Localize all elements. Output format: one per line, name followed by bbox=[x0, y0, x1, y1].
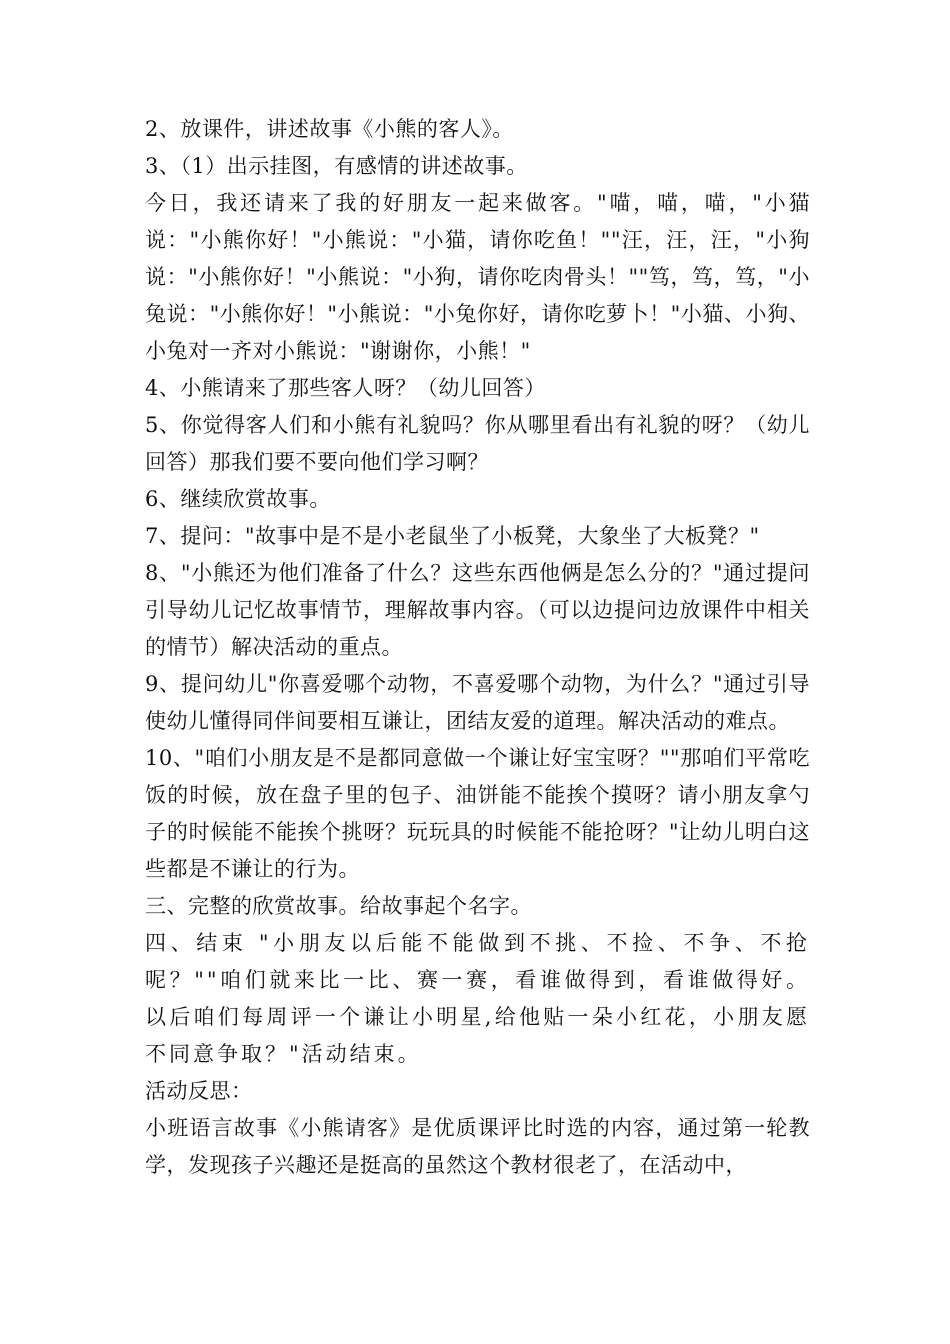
paragraph-step-6: 6、继续欣赏故事。 bbox=[145, 487, 331, 511]
paragraph-reflection-text: 小班语言故事《小熊请客》是优质课评比时选的内容，通过第一轮教学，发现孩子兴趣还是挺高的虽然这个教材很老了，在活动中， bbox=[145, 1116, 810, 1177]
paragraph-step-8: 8、"小熊还为他们准备了什么？这些东西他俩是怎么分的？"通过提问引导幼儿记忆故事情节，理解故事内容。（可以边提问边放课件中相关的情节）解决活动的重点。 bbox=[145, 561, 810, 659]
paragraph-story-text: 今日，我还请来了我的好朋友一起来做客。"喵，喵，喵，"小猫说："小熊你好！"小熊说："小猫，请你吃鱼！""汪，汪，汪，"小狗说："小熊你好！"小熊说："小狗，请你吃肉骨头！""笃，笃，笃，"小兔说："小熊你好！"小熊说："小兔你好，请你吃萝卜！"小猫、小狗、小兔对一齐对小熊说："谢谢你，小熊！" bbox=[145, 191, 810, 363]
paragraph-step-3: 3、（1）出示挂图，有感情的讲述故事。 bbox=[145, 154, 528, 178]
paragraph-step-7: 7、提问："故事中是不是小老鼠坐了小板凳，大象坐了大板凳？" bbox=[145, 524, 760, 548]
paragraph-reflection-heading: 活动反思： bbox=[145, 1079, 253, 1103]
paragraph-step-10: 10、"咱们小朋友是不是都同意做一个谦让好宝宝呀？""那咱们平常吃饭的时候，放在盘子里的包子、油饼能不能挨个摸呀？请小朋友拿勺子的时候能不能挨个挑呀？玩玩具的时候能不能抢呀？"让幼儿明白这些都是不谦让的行为。 bbox=[145, 746, 810, 881]
paragraph-section-4: 四、结束 "小朋友以后能不能做到不挑、不捡、不争、不抢呢？""咱们就来比一比、赛一赛，看谁做得到，看谁做得好。以后咱们每周评一个谦让小明星,给他贴一朵小红花，小朋友愿不同意争取？"活动结束。 bbox=[145, 931, 810, 1066]
paragraph-step-9: 9、提问幼儿"你喜爱哪个动物，不喜爱哪个动物，为什么？"通过引导使幼儿懂得同伴间要相互谦让，团结友爱的道理。解决活动的难点。 bbox=[145, 672, 810, 733]
document-body bbox=[145, 111, 810, 1184]
paragraph-step-5: 5、你觉得客人们和小熊有礼貌吗？你从哪里看出有礼貌的呀？（幼儿回答）那我们要不要向他们学习啊？ bbox=[145, 413, 810, 474]
paragraph-section-3: 三、完整的欣赏故事。给故事起个名字。 bbox=[145, 894, 532, 918]
paragraph-step-2: 2、放课件，讲述故事《小熊的客人》。 bbox=[145, 117, 514, 141]
paragraph-step-4: 4、小熊请来了那些客人呀？（幼儿回答） bbox=[145, 376, 546, 400]
